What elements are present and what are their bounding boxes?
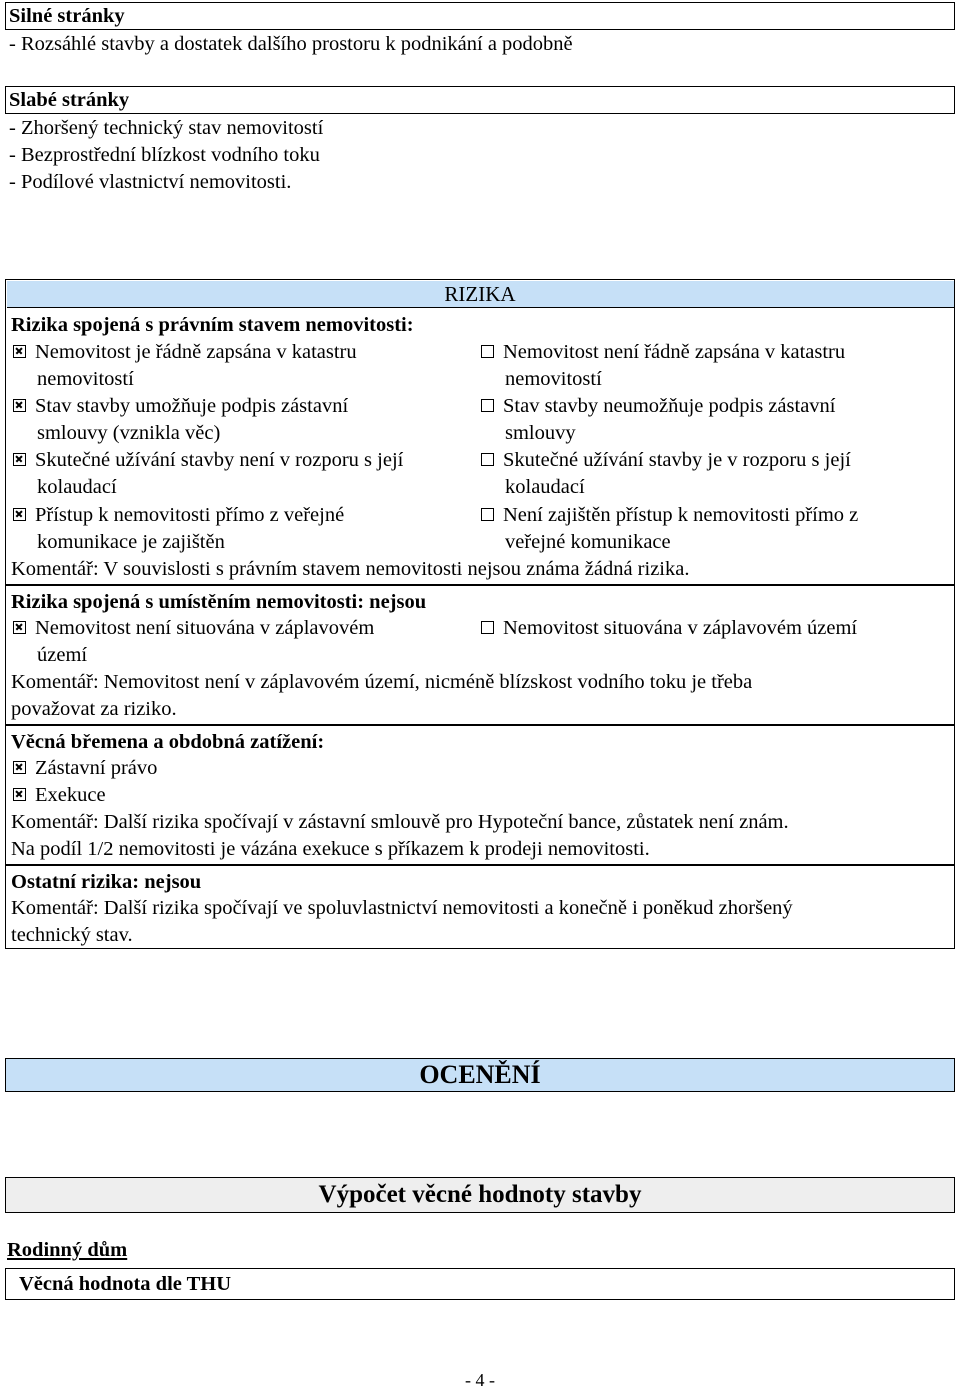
weaknesses-heading: Slabé stránky — [9, 89, 130, 111]
location-option-flood: Nemovitost situována v záplavovém území — [481, 615, 857, 642]
unchecked-box-icon — [481, 621, 494, 634]
weaknesses-item: - Bezprostřední blízkost vodního toku — [9, 144, 320, 166]
location-risks-comment: Komentář: Nemovitost není v záplavovém území, nicméně blízskost vodního toku je třeba — [11, 671, 753, 693]
legal-option-use-noncompliant: Skutečné užívání stavby je v rozporu s její — [481, 447, 851, 474]
checked-box-icon — [13, 453, 26, 466]
unchecked-box-icon — [481, 399, 494, 412]
checked-box-icon — [13, 399, 26, 412]
burdens-heading: Věcná břemena a obdobná zatížení: — [11, 731, 325, 753]
legal-risks-comment: Komentář: V souvislosti s právním stavem nemovitosti nejsou známa žádná rizika. — [11, 558, 690, 580]
burdens-comment: Komentář: Další rizika spočívají v zástavní smlouvě pro Hypoteční bance, zůstatek není znám. — [11, 811, 789, 833]
weaknesses-item: - Podílové vlastnictví nemovitosti. — [9, 171, 292, 193]
risks-title: RIZIKA — [444, 282, 516, 306]
legal-option-access-missing: Není zajištěn přístup k nemovitosti přímo z — [481, 502, 858, 529]
divider — [6, 724, 954, 726]
unchecked-box-icon — [481, 453, 494, 466]
legal-option-access-ok: Přístup k nemovitosti přímo z veřejné — [13, 502, 344, 529]
valuation-title: OCENĚNÍ — [419, 1060, 541, 1089]
checked-box-icon — [13, 761, 26, 774]
location-risks-heading: Rizika spojená s umístěním nemovitosti: nejsou — [11, 591, 427, 613]
valuation-subtitle: Výpočet věcné hodnoty stavby — [318, 1181, 642, 1208]
other-risks-heading: Ostatní rizika: nejsou — [11, 871, 202, 893]
checked-box-icon — [13, 788, 26, 801]
burden-item-pledge: Zástavní právo — [13, 755, 157, 782]
valuation-method: Věcná hodnota dle THU — [19, 1273, 232, 1295]
location-option-not-flood-cont: území — [37, 644, 88, 666]
unchecked-box-icon — [481, 508, 494, 521]
checked-box-icon — [13, 621, 26, 634]
burdens-comment-cont: Na podíl 1/2 nemovitosti je vázána exekuce s příkazem k prodeji nemovitosti. — [11, 838, 650, 860]
burden-item-execution: Exekuce — [13, 782, 106, 809]
legal-option-use-noncompliant-cont: kolaudací — [505, 476, 585, 498]
strengths-item: - Rozsáhlé stavby a dostatek dalšího prostoru k podnikání a podobně — [9, 33, 573, 55]
checked-box-icon — [13, 345, 26, 358]
legal-option-registered-cont: nemovitostí — [37, 368, 134, 390]
legal-option-access-ok-cont: komunikace je zajištěn — [37, 531, 225, 553]
weaknesses-item: - Zhoršený technický stav nemovitostí — [9, 117, 324, 139]
weaknesses-heading-box — [5, 86, 955, 114]
legal-option-not-registered-cont: nemovitostí — [505, 368, 602, 390]
legal-option-pledge-impossible: Stav stavby neumožňuje podpis zástavní — [481, 393, 836, 420]
strengths-heading: Silné stránky — [9, 5, 125, 27]
other-risks-comment-cont: technický stav. — [11, 924, 133, 946]
legal-option-pledge-possible: Stav stavby umožňuje podpis zástavní — [13, 393, 348, 420]
legal-option-registered: Nemovitost je řádně zapsána v katastru — [13, 339, 357, 366]
strengths-heading-box — [5, 2, 955, 30]
legal-option-pledge-impossible-cont: smlouvy — [505, 422, 576, 444]
valuation-object-name: Rodinný dům — [7, 1239, 128, 1261]
legal-option-use-compliant: Skutečné užívání stavby není v rozporu s její — [13, 447, 403, 474]
divider — [6, 864, 954, 866]
divider — [6, 584, 954, 586]
location-option-not-flood: Nemovitost není situována v záplavovém — [13, 615, 374, 642]
legal-option-use-compliant-cont: kolaudací — [37, 476, 117, 498]
legal-option-not-registered: Nemovitost není řádně zapsána v katastru — [481, 339, 845, 366]
checked-box-icon — [13, 508, 26, 521]
legal-option-access-missing-cont: veřejné komunikace — [505, 531, 671, 553]
location-risks-comment-cont: považovat za riziko. — [11, 698, 177, 720]
page-number: - 4 - — [465, 1370, 495, 1390]
other-risks-comment: Komentář: Další rizika spočívají ve spoluvlastnictví nemovitosti a konečně i poněkud zhoršený — [11, 897, 793, 919]
legal-option-pledge-possible-cont: smlouvy (vznikla věc) — [37, 422, 221, 444]
unchecked-box-icon — [481, 345, 494, 358]
legal-risks-heading: Rizika spojená s právním stavem nemovitosti: — [11, 314, 414, 336]
